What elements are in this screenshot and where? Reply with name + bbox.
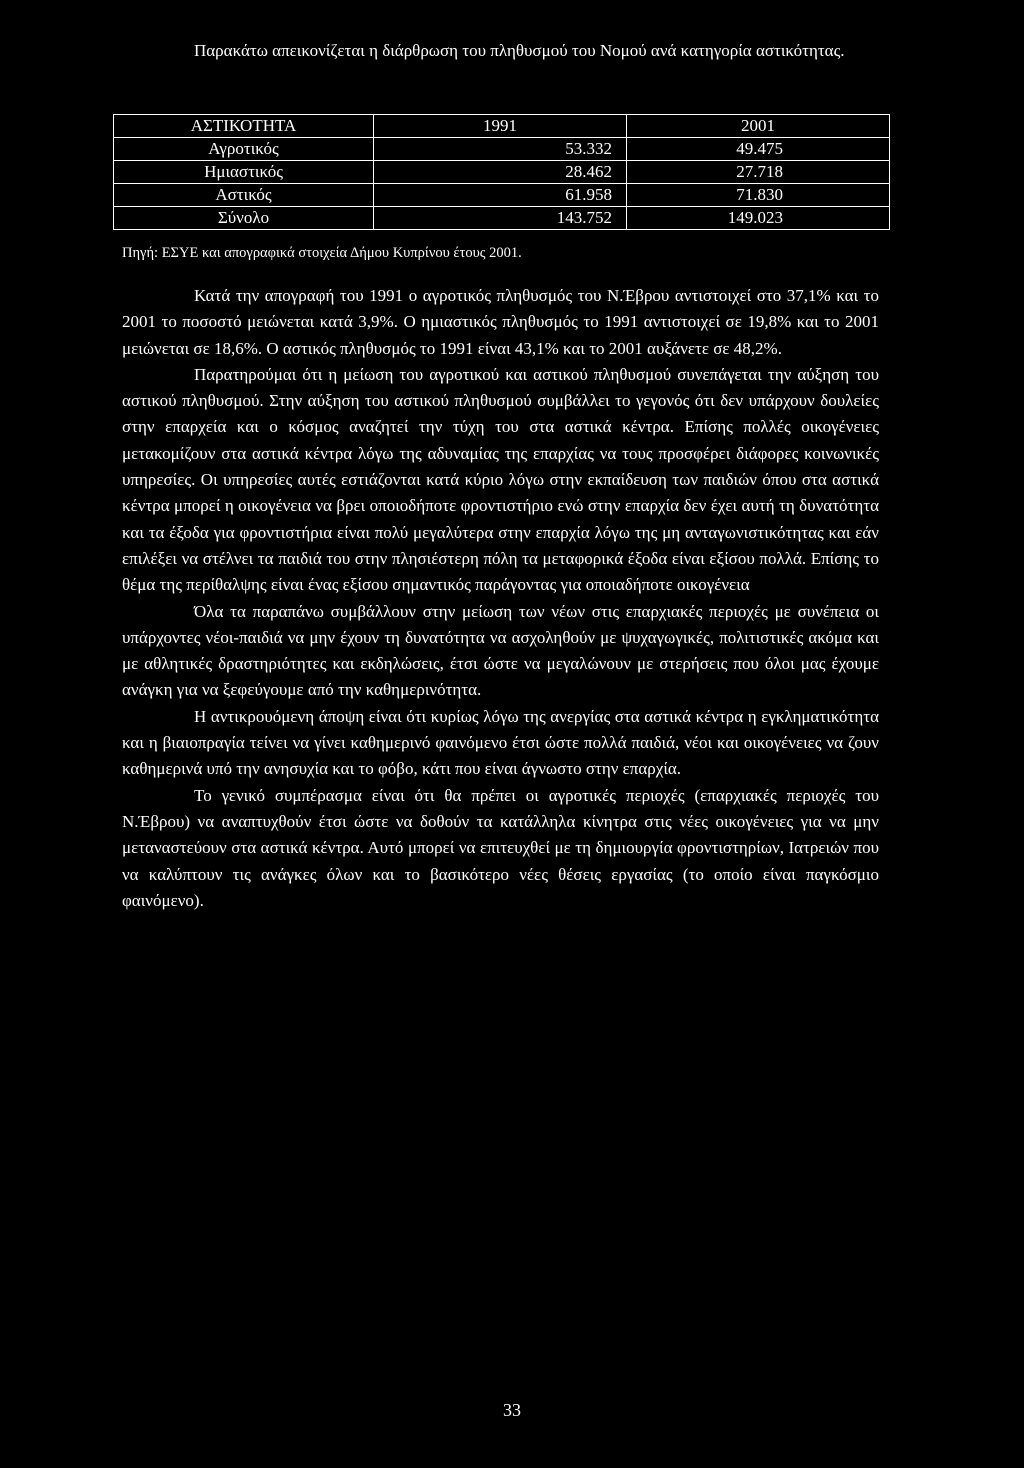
table-cell: 53.332 — [374, 138, 627, 161]
table-cell: 28.462 — [374, 161, 627, 184]
paragraph: Όλα τα παραπάνω συμβάλλουν στην μείωση των νέων στις επαρχιακές περιοχές με συνέπεια οι υπάρχοντες νέοι-παιδιά να μην έχουν τη δυνατότητα να ασχοληθούν με ψυχαγωγικές, πολιτιστικές ακόμα και με αθλητικές δραστηριότητες και εκδηλώσεις, έτσι ώστε να μεγαλώνουν με στερήσεις που όλοι μας έχουμε ανάγκη για να ξεφεύγουμε από την καθημερινότητα. — [122, 601, 879, 700]
intro-text: Παρακάτω απεικονίζεται η διάρθρωση του πληθυσμού του Νομού ανά κατηγορία αστικότητας. — [194, 41, 845, 60]
page-number: 33 — [503, 1400, 521, 1420]
body-text — [122, 283, 879, 914]
table-cell: Σύνολο — [114, 207, 374, 230]
paragraph: Το γενικό συμπέρασμα είναι ότι θα πρέπει οι αγροτικές περιοχές (επαρχιακές περιοχές του Ν.Έβρου) να αναπτυχθούν έτσι ώστε να δοθούν τα κατάλληλα κίνητρα στις νέες οικογένειες για να μην μεταναστεύουν στα αστικά κέντρα. Αυτό μπορεί να επιτευχθεί με τη δημιουργία φροντιστηρίων, Ιατρειών που να καλύπτουν τις ανάγκες όλων και το βασικότερο νέες θέσεις εργασίας (το οποίο είναι παγκόσμιο φαινόμενο). — [122, 785, 879, 910]
paragraph: Κατά την απογραφή του 1991 ο αγροτικός πληθυσμός του Ν.Έβρου αντιστοιχεί στο 37,1% και το 2001 το ποσοστό μειώνεται κατά 3,9%. Ο ημιαστικός πληθυσμός το 1991 αντιστοιχεί σε 19,8% και το 2001 μειώνεται σε 18,6%. Ο αστικός πληθυσμός το 1991 είναι 43,1% και το 2001 αυξάνετε σε 48,2%. — [122, 286, 879, 358]
table-cell: 27.718 — [627, 161, 890, 184]
table-cell: 149.023 — [627, 207, 890, 230]
table-header-row — [114, 115, 890, 138]
table-cell: Αστικός — [114, 184, 374, 207]
table-cell: 143.752 — [374, 207, 627, 230]
table-source-note: Πηγή: ΕΣΥΕ και απογραφικά στοιχεία Δήμου Κυπρίνου έτους 2001. — [122, 245, 522, 261]
paragraph: Παρατηρούμαι ότι η μείωση του αγροτικού και αστικού πληθυσμού συνεπάγεται την αύξηση του αστικού πληθυσμού. Στην αύξηση του αστικού πληθυσμού συμβάλλει το γεγονός ότι δεν υπάρχουν δουλείες στην επαρχεία και ο κόσμος αναζητεί την τύχη του στα αστικά κέντρα. Επίσης πολλές οικογένειες μετακομίζουν στα αστικά κέντρα λόγω της αδυναμίας της επαρχίας να τους προσφέρει διάφορες κοινωνικές υπηρεσίες. Οι υπηρεσίες αυτές εστιάζονται κατά κύριο λόγω στην εκπαίδευση των παιδιών όπου στα αστικά κέντρα μπορεί η οικογένεια να βρει οποιοδήποτε φροντιστήριο ενώ στην επαρχία δεν έχει αυτή τη δυνατότητα και τα έξοδα για φροντιστήρια είναι πολύ μεγαλύτερα στην επαρχία λόγω της μη ανταγωνιστικότητας και εάν επιλέξει να στέλνει τα παιδιά του στην πλησιέστερη πόλη τα μεταφορικά έξοδα είναι εξίσου πολλά. Επίσης το θέμα της περίθαλψης είναι ένας εξίσου σημαντικός παράγοντας για οποιαδήποτε οικογένεια — [122, 364, 879, 595]
population-table — [113, 114, 890, 230]
table-row — [114, 184, 890, 207]
table-header-cell: 2001 — [627, 115, 890, 138]
table-cell: 71.830 — [627, 184, 890, 207]
paragraph: Η αντικρουόμενη άποψη είναι ότι κυρίως λόγω της ανεργίας στα αστικά κέντρα η εγκληματικότητα και η βιαιοπραγία τείνει να γίνει καθημερινό φαινόμενο έτσι ώστε πολλά παιδιά, νέοι και οικογένειες να ζουν καθημερινά υπό την ανησυχία και το φόβο, κάτι που είναι άγνωστο στην επαρχία. — [122, 706, 879, 779]
table-row — [114, 207, 890, 230]
table-cell: 49.475 — [627, 138, 890, 161]
table-row — [114, 161, 890, 184]
table-cell: Ημιαστικός — [114, 161, 374, 184]
table-header-cell: ΑΣΤΙΚΟΤΗΤΑ — [114, 115, 374, 138]
table-row — [114, 138, 890, 161]
table-header-cell: 1991 — [374, 115, 627, 138]
table-cell: Αγροτικός — [114, 138, 374, 161]
table-cell: 61.958 — [374, 184, 627, 207]
